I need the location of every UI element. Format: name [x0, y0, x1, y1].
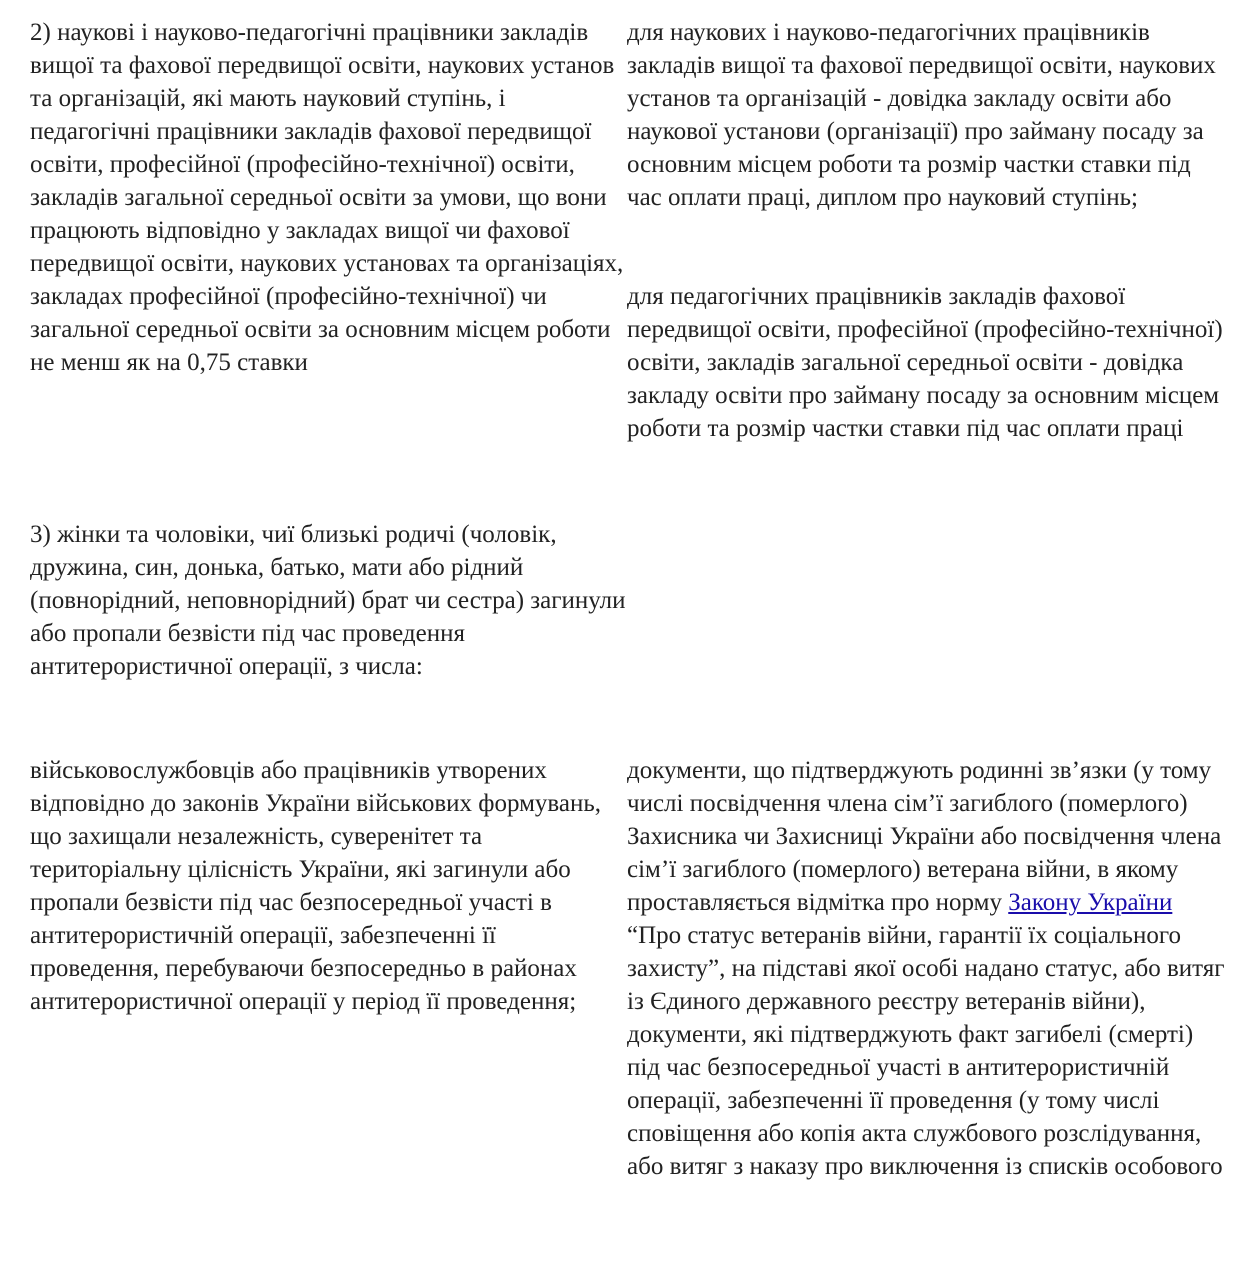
row3-category-text: 3) жінки та чоловіки, чиї близькі родичі (чоловік, дружина, син, донька, батько, мати або рідний (повнорідний, неповнорідний) брат чи сестра) загинули або пропали безвісти під час проведення антитерористичної операції, з числа: [30, 521, 626, 680]
row2-documents-teachers: для педагогічних працівників закладів фахової передвищої освіти, професійної (професійно-технічної) освіти, закладів загальної середньої освіти - довідка закладу освіти про займану посаду за основним місцем роботи та розмір частки ставки під час оплати праці [627, 283, 1223, 442]
row4-documents-text-start: документи, що підтверджують родинні зв’язки (у тому числі посвідчення члена сім’ї загиблого (померлого) Захисника чи Захисниці України або посвідчення члена сім’ї загиблого (померлого) ветерана війни, в якому проставляється відмітка про норму [627, 757, 1222, 916]
law-of-ukraine-link[interactable]: Закону України [1008, 889, 1173, 916]
row2-category-text: 2) наукові і науково-педагогічні працівники закладів вищої та фахової передвищої освіти, наукових установ та організацій, які мають науковий ступінь, і педагогічні працівники закладів фахової передвищої освіти, професійної (професійно-технічної) освіти, закладів загальної середньої освіти за умови, що вони працюють відповідно у закладах вищої чи фахової передвищої освіти, наукових установах та організаціях, закладах професійної (професійно-технічної) чи загальної середньої освіти за основним місцем роботи не менш як на 0,75 ставки [30, 19, 624, 376]
row2-documents-scientists: для наукових і науково-педагогічних працівників закладів вищої та фахової передвищої освіти, наукових установ та організацій - довідка закладу освіти або наукової установи (організації) про займану посаду за основним місцем роботи та розмір частки ставки під час оплати праці, диплом про науковий ступінь; [627, 19, 1216, 211]
row4-category-text: військовослужбовців або працівників утворених відповідно до законів України військових формувань, що захищали незалежність, суверенітет та територіальну цілісність України, які загинули або пропали безвісти під час безпосередньої участі в антитерористичній операції, забезпеченні її проведення, перебуваючи безпосередньо в районах антитерористичної операції у період її проведення; [30, 757, 602, 1015]
row4-documents-text-end: “Про статус ветеранів війни, гарантії їх соціального захисту”, на підставі якої особі надано статус, або витяг із Єдиного державного реєстру ветеранів війни), документи, які підтверджують факт загибелі (смерті) під час безпосередньої участі в антитерористичній операції, забезпеченні її проведення (у тому числі сповіщення або копія акта службового розслідування, або витяг з наказу про виключення із списків особового [627, 922, 1225, 1180]
row4-documents-text [627, 754, 1227, 1183]
